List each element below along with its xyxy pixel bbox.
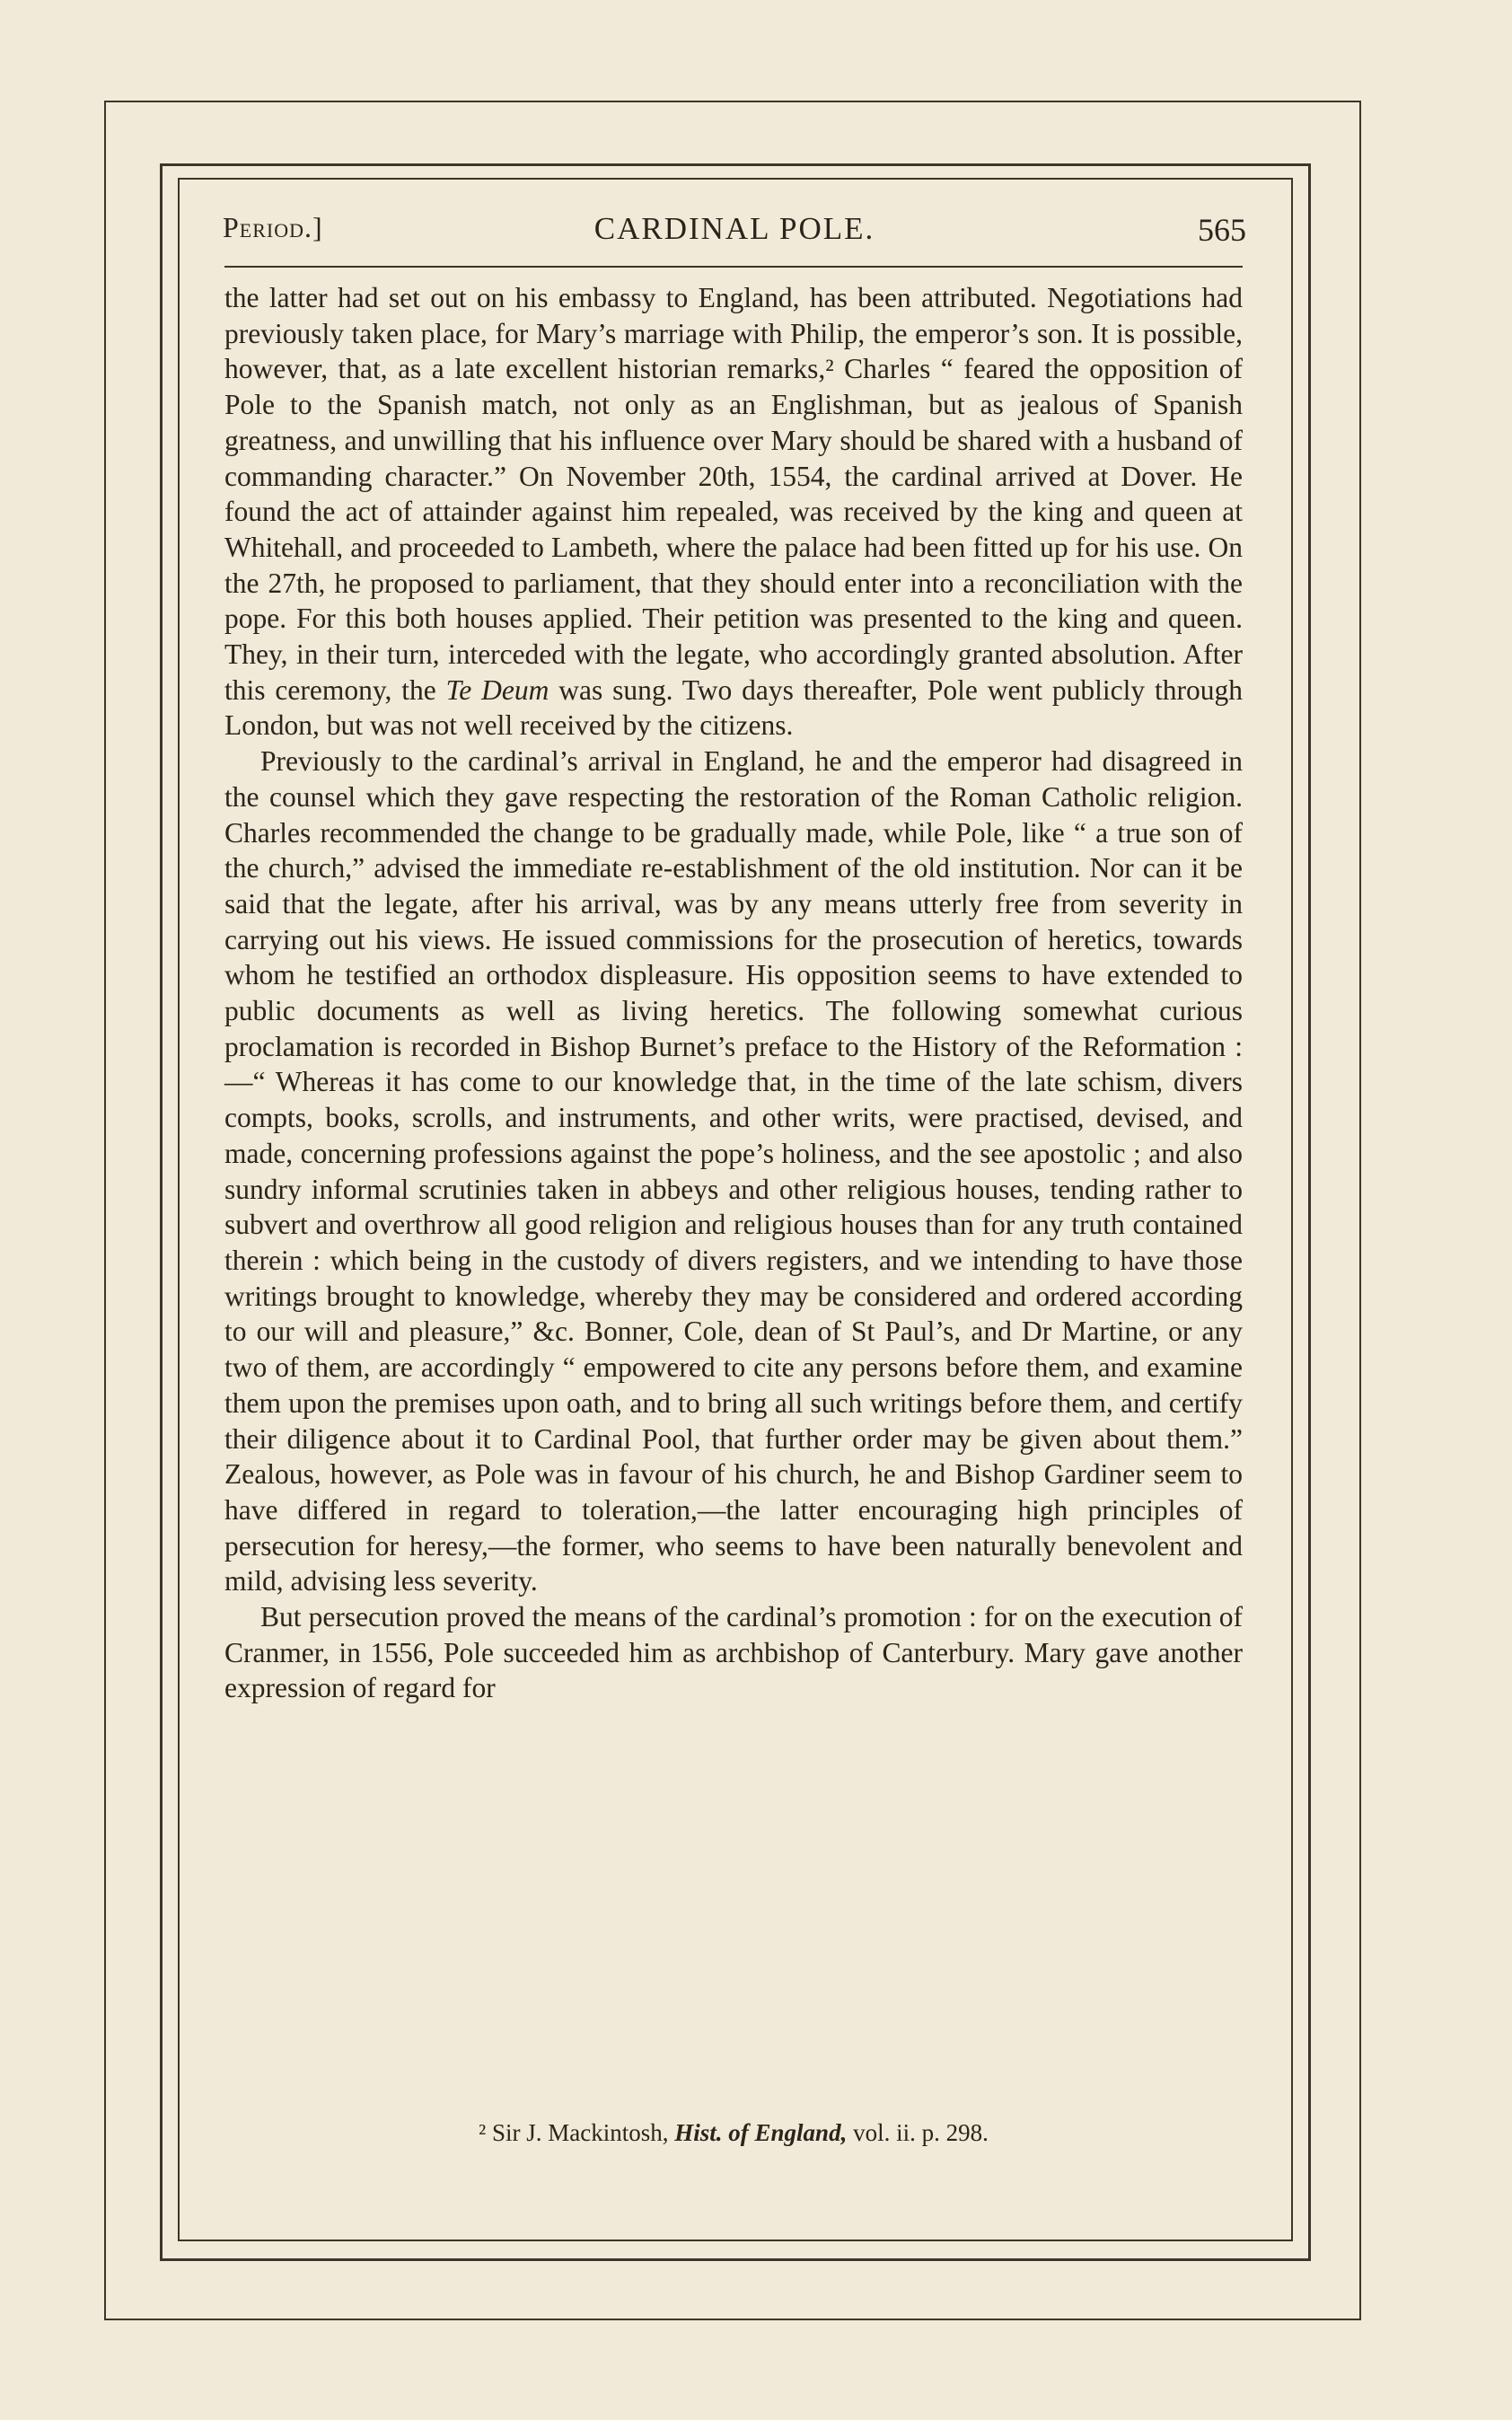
- paragraph-text: But persecution proved the means of the cardinal’s promotion : for on the execution of Cranmer, in 1556, Pole succeeded him as archbishop of Canterbury. Mary gave another expression of regard for: [224, 1601, 1243, 1704]
- header-rule: [224, 266, 1243, 268]
- body-text: [224, 280, 1243, 1706]
- paragraph-text: the latter had set out on his embassy to England, has been attributed. Negotiations had previously taken place, for Mary’s marriage with Philip, the emperor’s son. It is possible, however, that, as a late excellent historian remarks,² Charles “ feared the opposition of Pole to the Spanish match, not only as an Englishman, but as jealous of Spanish greatness, and unwilling that his influence over Mary should be shared with a husband of commanding character.” On November 20th, 1554, the cardinal arrived at Dover. He found the act of attainder against him repealed, was received by the king and queen at Whitehall, and proceeded to Lambeth, where the palace had been fitted up for his use. On the 27th, he proposed to parliament, that they should enter into a reconciliation with the pope. For this both houses applied. Their petition was presented to the king and queen. They, in their turn, interceded with the legate, who accordingly granted absolution. After this ceremony, the: [224, 282, 1243, 706]
- footnote-ref: vol. ii. p. 298.: [853, 2119, 989, 2146]
- footnote-marker: ²: [479, 2119, 487, 2146]
- page-number: 565: [1198, 212, 1246, 248]
- footnote-title: Hist. of England,: [674, 2119, 848, 2146]
- header-section-label: Period.]: [223, 211, 323, 243]
- footnote: [224, 2119, 1243, 2147]
- paragraph-3: [224, 1599, 1243, 1706]
- running-header: [223, 211, 1246, 254]
- footnote-author: Sir J. Mackintosh,: [492, 2119, 669, 2146]
- paragraph-2: [224, 744, 1243, 1599]
- paragraph-text: was sung. Two days thereafter, Pole went publicly through London, but was not well received by the citizens.: [224, 673, 1243, 742]
- header-title: CARDINAL POLE.: [593, 211, 875, 246]
- paragraph-1: [224, 280, 1243, 744]
- paragraph-text-italic: Te Deum: [445, 673, 549, 706]
- paragraph-text: Previously to the cardinal’s arrival in England, he and the emperor had disagreed in the counsel which they gave respecting the restoration of the Roman Catholic religion. Charles recommended the change to be gradually made, while Pole, like “ a true son of the church,” advised the immediate re-establishment of the old institution. Nor can it be said that the legate, after his arrival, was by any means utterly free from severity in carrying out his views. He issued commissions for the prosecution of heretics, towards whom he testified an orthodox displeasure. His opposition seems to have extended to public documents as well as living heretics. The following somewhat curious proclamation is recorded in Bishop Burnet’s preface to the History of the Reformation :—“ Whereas it has come to our knowledge that, in the time of the late schism, divers compts, books, scrolls, and instruments, and other writs, were practised, devised, and made, concerning professions against the pope’s holiness, and the see apostolic ; and also sundry informal scrutinies taken in abbeys and other religious houses, tending rather to subvert and overthrow all good religion and religious houses than for any truth contained therein : which being in the custody of divers registers, and we intending to have those writings brought to knowledge, whereby they may be considered and ordered according to our will and pleasure,” &c. Bonner, Cole, dean of St Paul’s, and Dr Martine, or any two of them, are accordingly “ empowered to cite any persons before them, and examine them upon the premises upon oath, and to bring all such writings before them, and certify their diligence about it to Cardinal Pool, that further order may be given about them.” Zealous, however, as Pole was in favour of his church, he and Bishop Gardiner seem to have differed in regard to toleration,—the latter encouraging high principles of persecution for heresy,—the former, who seems to have been naturally benevolent and mild, advising less severity.: [224, 745, 1243, 1597]
